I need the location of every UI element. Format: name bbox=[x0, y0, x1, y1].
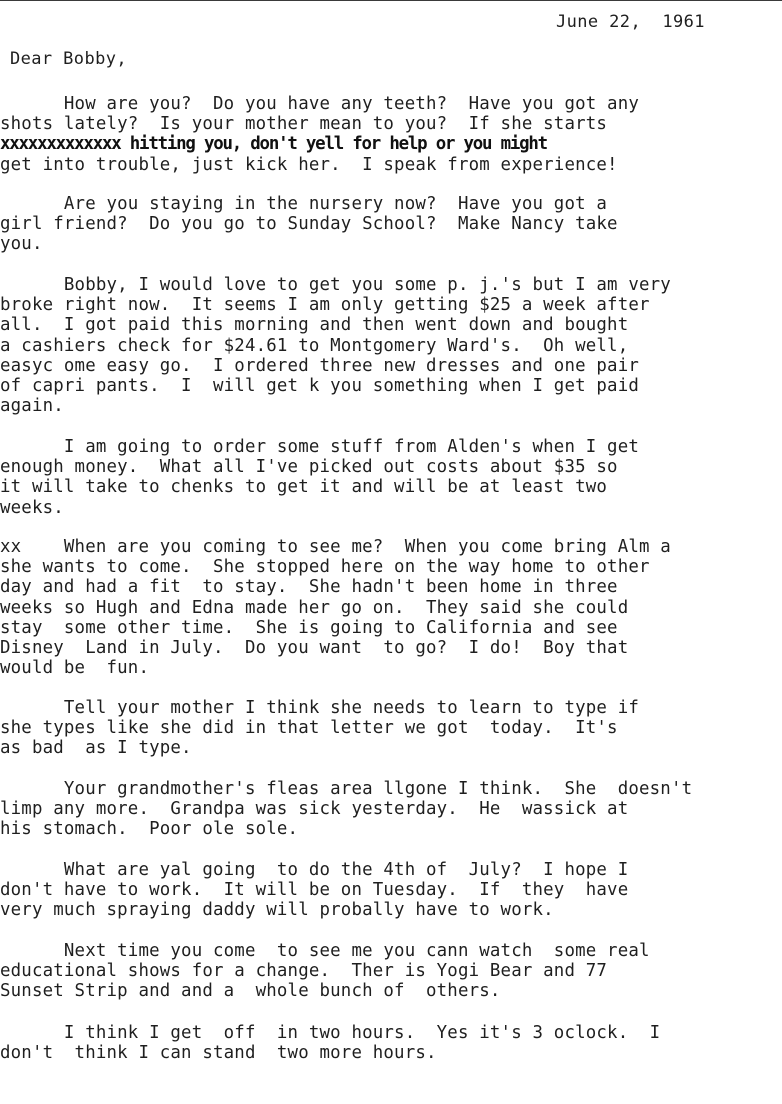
paragraph-line-crossed-out-start: xxxxxxxxxxxxx hitting you, don't yell for help or you might bbox=[0, 134, 547, 155]
paragraph-line: I think I get off in two hours. Yes it's 3 oclock. I bbox=[0, 1023, 661, 1043]
paragraph-2 bbox=[0, 194, 782, 255]
paragraph-line: his stomach. Poor ole sole. bbox=[0, 819, 299, 840]
paragraph-line: broke right now. It seems I am only getting $25 a week after bbox=[0, 295, 650, 316]
paragraph-line: girl friend? Do you go to Sunday School? Make Nancy take bbox=[0, 214, 618, 235]
paragraph-7 bbox=[0, 779, 782, 840]
paragraph-line: stay some other time. She is going to California and see bbox=[0, 617, 618, 638]
paragraph-line: you. bbox=[0, 234, 43, 255]
paragraph-line: weeks. bbox=[0, 497, 64, 518]
paragraph-line: very much spraying daddy will probally have to work. bbox=[0, 900, 554, 921]
paragraph-line: she wants to come. She stopped here on the way home to other bbox=[0, 557, 650, 578]
paragraph-line: day and had a fit to stay. She hadn't been home in three bbox=[0, 577, 618, 598]
paragraph-line: don't have to work. It will be on Tuesday. If they have bbox=[0, 880, 629, 901]
paragraph-8 bbox=[0, 860, 782, 921]
paragraph-line: easyc ome easy go. I ordered three new dresses and one pair bbox=[0, 355, 640, 376]
paragraph-line: again. bbox=[0, 396, 64, 417]
letter-date: June 22, 1961 bbox=[556, 12, 705, 32]
paragraph-line: limp any more. Grandpa was sick yesterday. He wassick at bbox=[0, 799, 629, 820]
paragraph-line: xx When are you coming to see me? When you come bring Alm a bbox=[0, 537, 671, 557]
paragraph-5 bbox=[0, 537, 782, 678]
paragraph-9 bbox=[0, 941, 782, 1002]
paragraph-line: Sunset Strip and and a whole bunch of others. bbox=[0, 981, 501, 1002]
top-edge-rule bbox=[0, 0, 782, 1]
paragraph-line: Are you staying in the nursery now? Have you got a bbox=[0, 194, 608, 214]
paragraph-line: she types like she did in that letter we got today. It's bbox=[0, 718, 618, 739]
paragraph-line: Tell your mother I think she needs to learn to type if bbox=[0, 698, 640, 718]
paragraph-10 bbox=[0, 1023, 782, 1063]
paragraph-line: of capri pants. I will get k you something when I get paid bbox=[0, 375, 640, 396]
paragraph-line: enough money. What all I've picked out costs about $35 so bbox=[0, 457, 618, 478]
paragraph-line: What are yal going to do the 4th of July? I hope I bbox=[0, 860, 629, 880]
paragraph-line: Disney Land in July. Do you want to go? I do! Boy that bbox=[0, 637, 629, 658]
paragraph-3 bbox=[0, 275, 782, 416]
paragraph-line: Bobby, I would love to get you some p. j.'s but I am very bbox=[0, 275, 671, 295]
paragraph-6 bbox=[0, 698, 782, 759]
paragraph-line: Your grandmother's fleas area llgone I think. She doesn't bbox=[0, 779, 693, 799]
paragraph-line: Next time you come to see me you cann watch some real bbox=[0, 941, 650, 961]
paragraph-line: get into trouble, just kick her. I speak from experience! bbox=[0, 154, 618, 175]
paragraph-line: don't think I can stand two more hours. bbox=[0, 1043, 437, 1064]
paragraph-line: weeks so Hugh and Edna made her go on. They said she could bbox=[0, 597, 629, 618]
paragraph-line: all. I got paid this morning and then went down and bought bbox=[0, 315, 629, 336]
paragraph-line: as bad as I type. bbox=[0, 738, 192, 759]
paragraph-line: would be fun. bbox=[0, 658, 150, 679]
paragraph-line: shots lately? Is your mother mean to you? If she starts bbox=[0, 114, 608, 135]
letter-salutation: Dear Bobby, bbox=[10, 49, 127, 69]
paragraph-4 bbox=[0, 437, 782, 518]
paragraph-line: a cashiers check for $24.61 to Montgomery Ward's. Oh well, bbox=[0, 335, 629, 356]
paragraph-line: it will take to chenks to get it and will be at least two bbox=[0, 477, 608, 498]
paragraph-line: How are you? Do you have any teeth? Have you got any bbox=[0, 94, 640, 114]
paragraph-line: educational shows for a change. Ther is Yogi Bear and 77 bbox=[0, 961, 608, 982]
paragraph-line: I am going to order some stuff from Alden's when I get bbox=[0, 437, 640, 457]
paragraph-1 bbox=[0, 94, 782, 175]
